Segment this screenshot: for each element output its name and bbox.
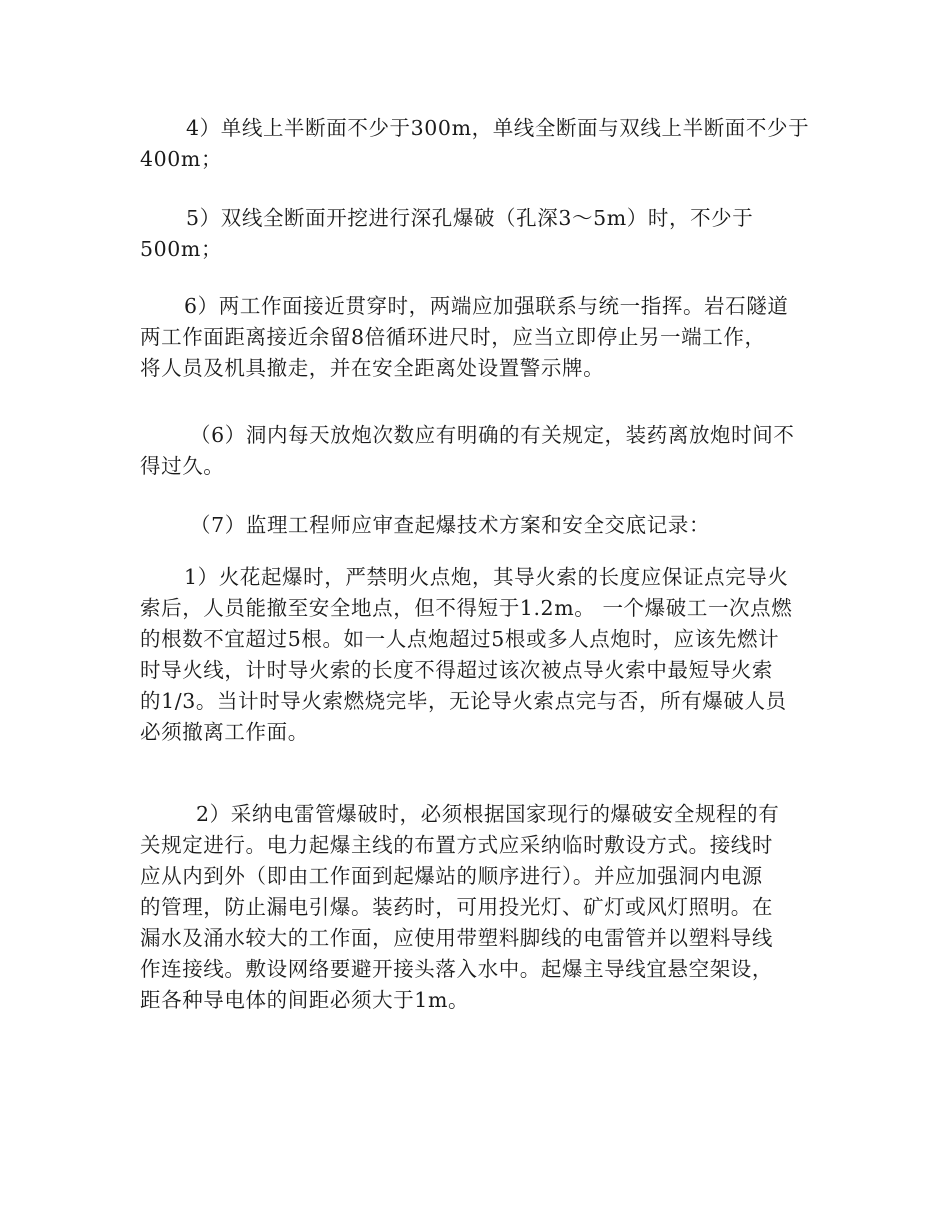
paragraph-item-4 xyxy=(140,113,820,175)
text-line: 应从内到外（即由工作面到起爆站的顺序进行）。并应加强洞内电源 xyxy=(140,864,763,888)
paragraph-section-7 xyxy=(140,510,820,541)
text-line: 两工作面距离接近余留8倍循环进尺时，应当立即停止另一端工作， xyxy=(140,325,766,349)
text-line: 距各种导电体的间距必须大于1m。 xyxy=(140,988,470,1012)
text-line: 1）火花起爆时，严禁明火点炮，其导火索的长度应保证点完导火 xyxy=(184,565,789,589)
text-line: 作连接线。敷设网络要避开接头落入水中。起爆主导线宜悬空架设， xyxy=(140,957,773,981)
text-line: 5）双线全断面开挖进行深孔爆破（孔深3～5m）时，不少于 xyxy=(186,206,754,230)
paragraph-sub-2 xyxy=(140,799,820,1016)
paragraph-sub-1 xyxy=(140,562,820,748)
text-line: 6）两工作面接近贯穿时，两端应加强联系与统一指挥。岩石隧道 xyxy=(184,294,789,318)
text-line: 500m； xyxy=(140,237,223,261)
text-line: （6）洞内每天放炮次数应有明确的有关规定，装药离放炮时间不 xyxy=(190,423,795,447)
text-line: 索后，人员能撤至安全地点，但不得短于1.2m。 一个爆破工一次点燃 xyxy=(140,596,793,620)
text-line: 时导火线，计时导火索的长度不得超过该次被点导火索中最短导火索 xyxy=(140,658,773,682)
text-line: 的管理，防止漏电引爆。装药时，可用投光灯、矿灯或风灯照明。在 xyxy=(140,895,773,919)
text-line: 关规定进行。电力起爆主线的布置方式应采纳临时敷设方式。接线时 xyxy=(140,833,773,857)
text-line: 漏水及涌水较大的工作面，应使用带塑料脚线的电雷管并以塑料导线 xyxy=(140,926,773,950)
paragraph-section-6 xyxy=(140,420,820,482)
text-line: 2）采纳电雷管爆破时，必须根据国家现行的爆破安全规程的有 xyxy=(196,802,780,826)
text-line: 将人员及机具撤走，并在安全距离处设置警示牌。 xyxy=(140,356,605,380)
paragraph-item-6 xyxy=(140,291,820,384)
text-line: （7）监理工程师应审查起爆技术方案和安全交底记录： xyxy=(190,513,711,537)
paragraph-item-5 xyxy=(140,203,820,265)
text-line: 得过久。 xyxy=(140,454,225,478)
text-line: 400m； xyxy=(140,147,223,171)
text-line: 的根数不宜超过5根。如一人点炮超过5根或多人点炮时，应该先燃计 xyxy=(140,627,780,651)
text-line: 4）单线上半断面不少于300m，单线全断面与双线上半断面不少于 xyxy=(186,116,810,140)
text-line: 的1/3。当计时导火索燃烧完毕，无论导火索点完与否，所有爆破人员 xyxy=(140,689,787,713)
text-line: 必须撤离工作面。 xyxy=(140,720,309,744)
